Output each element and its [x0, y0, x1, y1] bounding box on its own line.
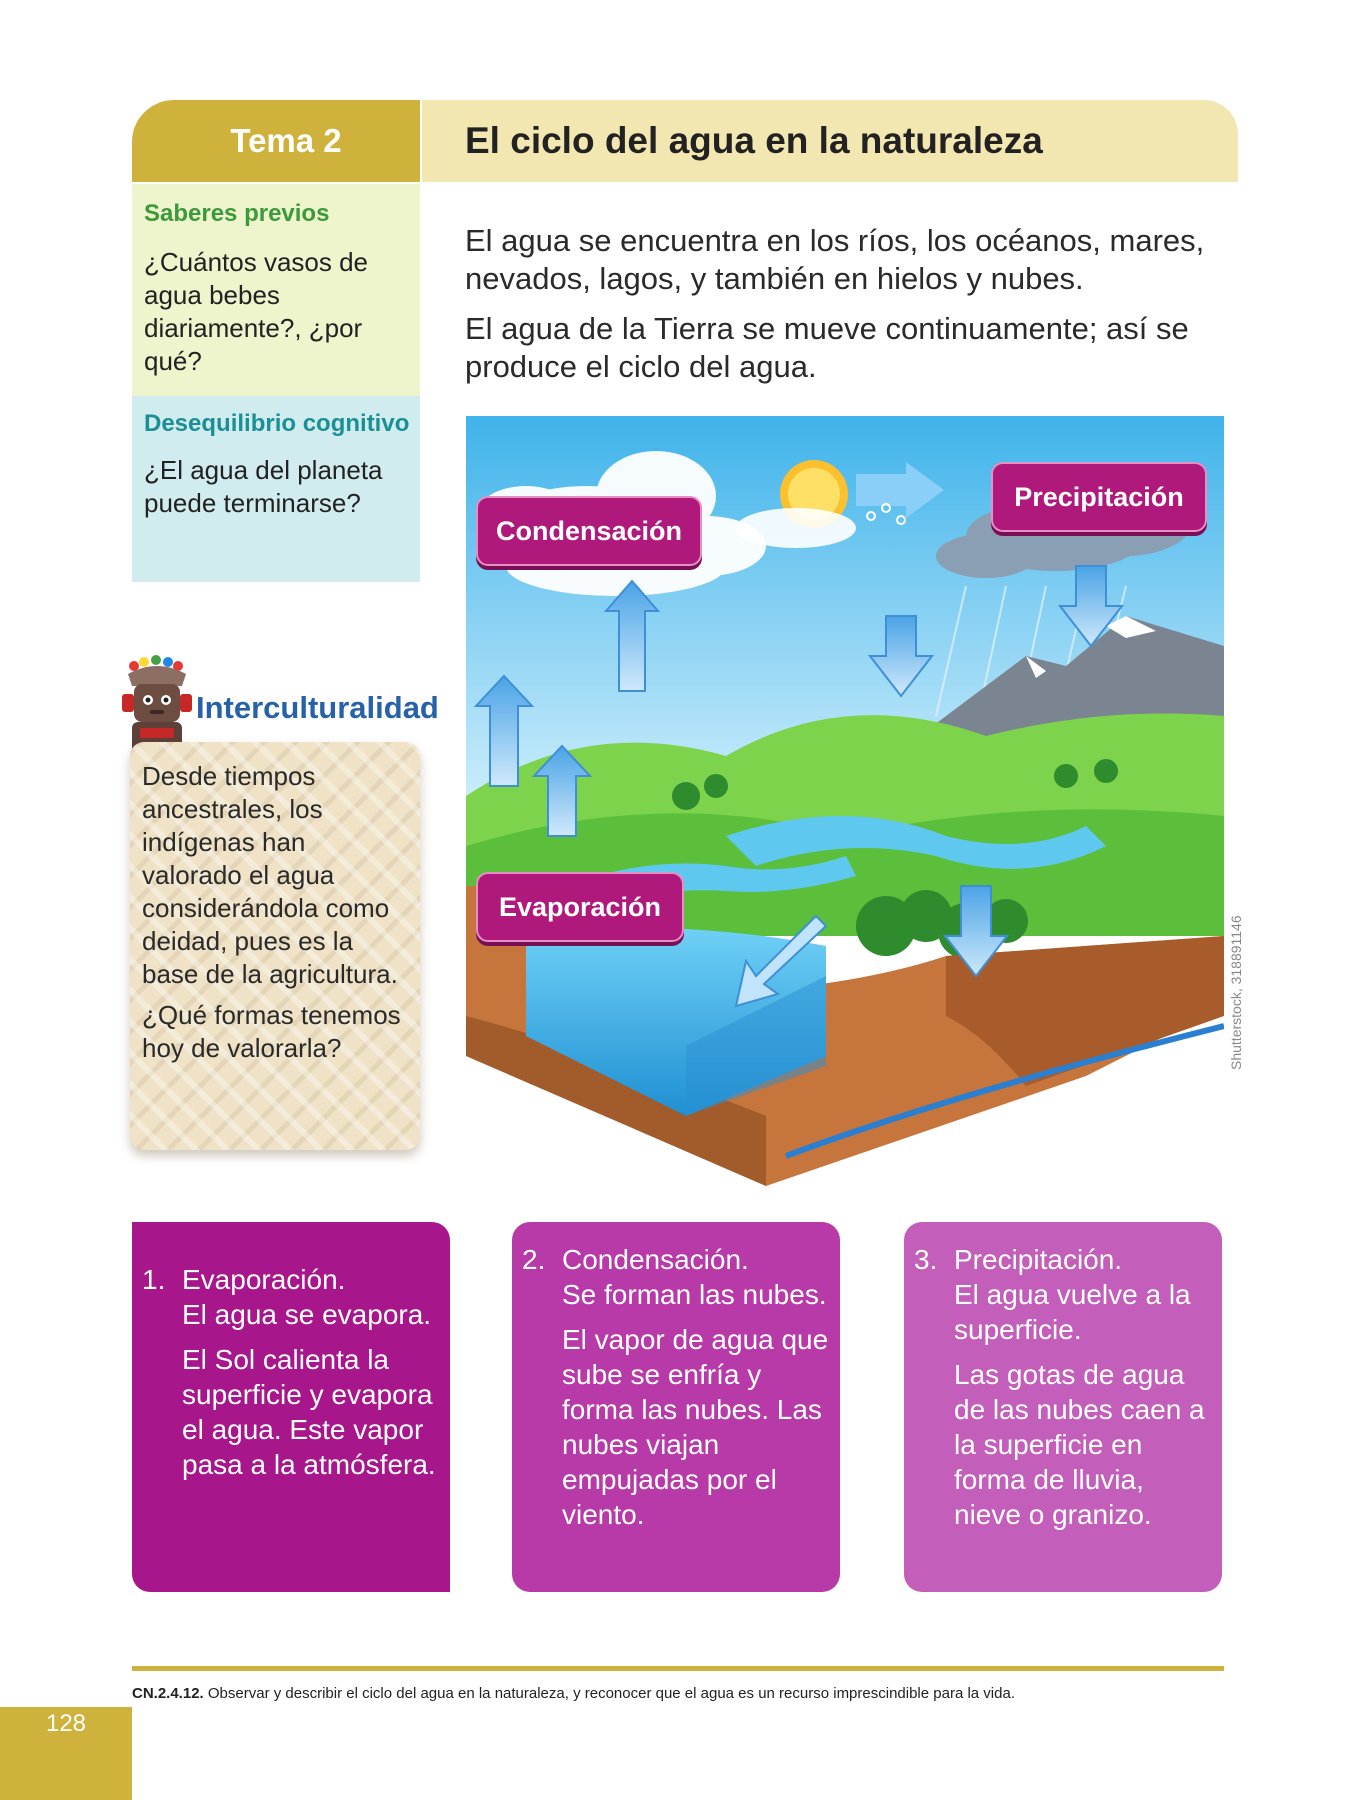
standard-text: Observar y describir el ciclo del agua en la naturaleza, y reconocer que el agua es un recurso imprescindible para la vida. [207, 1685, 1015, 1702]
interculturalidad-question: ¿Qué formas tenemos hoy de valorarla? [142, 1000, 401, 1063]
interculturalidad-heading: Interculturalidad [196, 690, 439, 725]
step-card-condensacion [512, 1222, 840, 1592]
water-cycle-diagram [466, 416, 1224, 1186]
saberes-heading: Saberes previos [144, 200, 330, 227]
standard-code: CN.2.4.12. [132, 1685, 204, 1702]
desequilibrio-question: ¿El agua del planeta puede terminarse? [144, 455, 383, 518]
step-number: 1. [142, 1264, 166, 1295]
step-body: El vapor de agua que sube se enfría y forma las nubes. Las nubes viajan empujadas por el viento. [562, 1324, 829, 1530]
saberes-previos-box [132, 184, 420, 396]
saberes-question: ¿Cuántos vasos de agua bebes diariamente?, ¿por qué? [144, 247, 369, 376]
curriculum-standard [132, 1685, 1015, 1702]
label-precipitacion: Precipitación [991, 462, 1207, 532]
step-title: Evaporación. [182, 1264, 346, 1295]
interculturalidad-text-block [142, 760, 412, 1065]
step-body: Las gotas de agua de las nubes caen a la superficie en forma de lluvia, nieve o granizo. [954, 1359, 1205, 1530]
step-subtitle: Se forman las nubes. [562, 1279, 827, 1310]
step-body: El Sol calienta la superficie y evapora el agua. Este vapor pasa a la atmósfera. [182, 1344, 436, 1480]
tema-label: Tema 2 [230, 122, 342, 159]
step-number: 2. [522, 1244, 546, 1275]
page-title: El ciclo del agua en la naturaleza [465, 120, 1043, 161]
label-evaporacion: Evaporación [476, 872, 684, 942]
step-number: 3. [914, 1244, 938, 1275]
image-credit: Shutterstock, 318891146 [1228, 915, 1244, 1070]
step-title: Precipitación. [954, 1244, 1123, 1275]
intro-paragraph-2: El agua de la Tierra se mueve continuamente; así se produce el ciclo del agua. [465, 311, 1189, 384]
step-card-evaporacion [132, 1222, 450, 1592]
step-card-precipitacion [904, 1222, 1222, 1592]
interculturalidad-text: Desde tiempos ancestrales, los indígenas han valorado el agua considerándola como deidad, pues es la base de la agricultura. [142, 761, 398, 989]
footer-divider [132, 1666, 1224, 1671]
desequilibrio-heading: Desequilibrio cognitivo [144, 410, 410, 437]
step-title: Condensación. [562, 1244, 749, 1275]
step-subtitle: El agua vuelve a la superficie. [954, 1279, 1191, 1345]
page-number: 128 [45, 1710, 87, 1737]
label-condensacion: Condensación [476, 496, 702, 566]
step-subtitle: El agua se evapora. [182, 1299, 432, 1330]
desequilibrio-box [132, 396, 420, 582]
intro-paragraph-1: El agua se encuentra en los ríos, los océanos, mares, nevados, lagos, y también en hielos y nubes. [465, 223, 1205, 296]
